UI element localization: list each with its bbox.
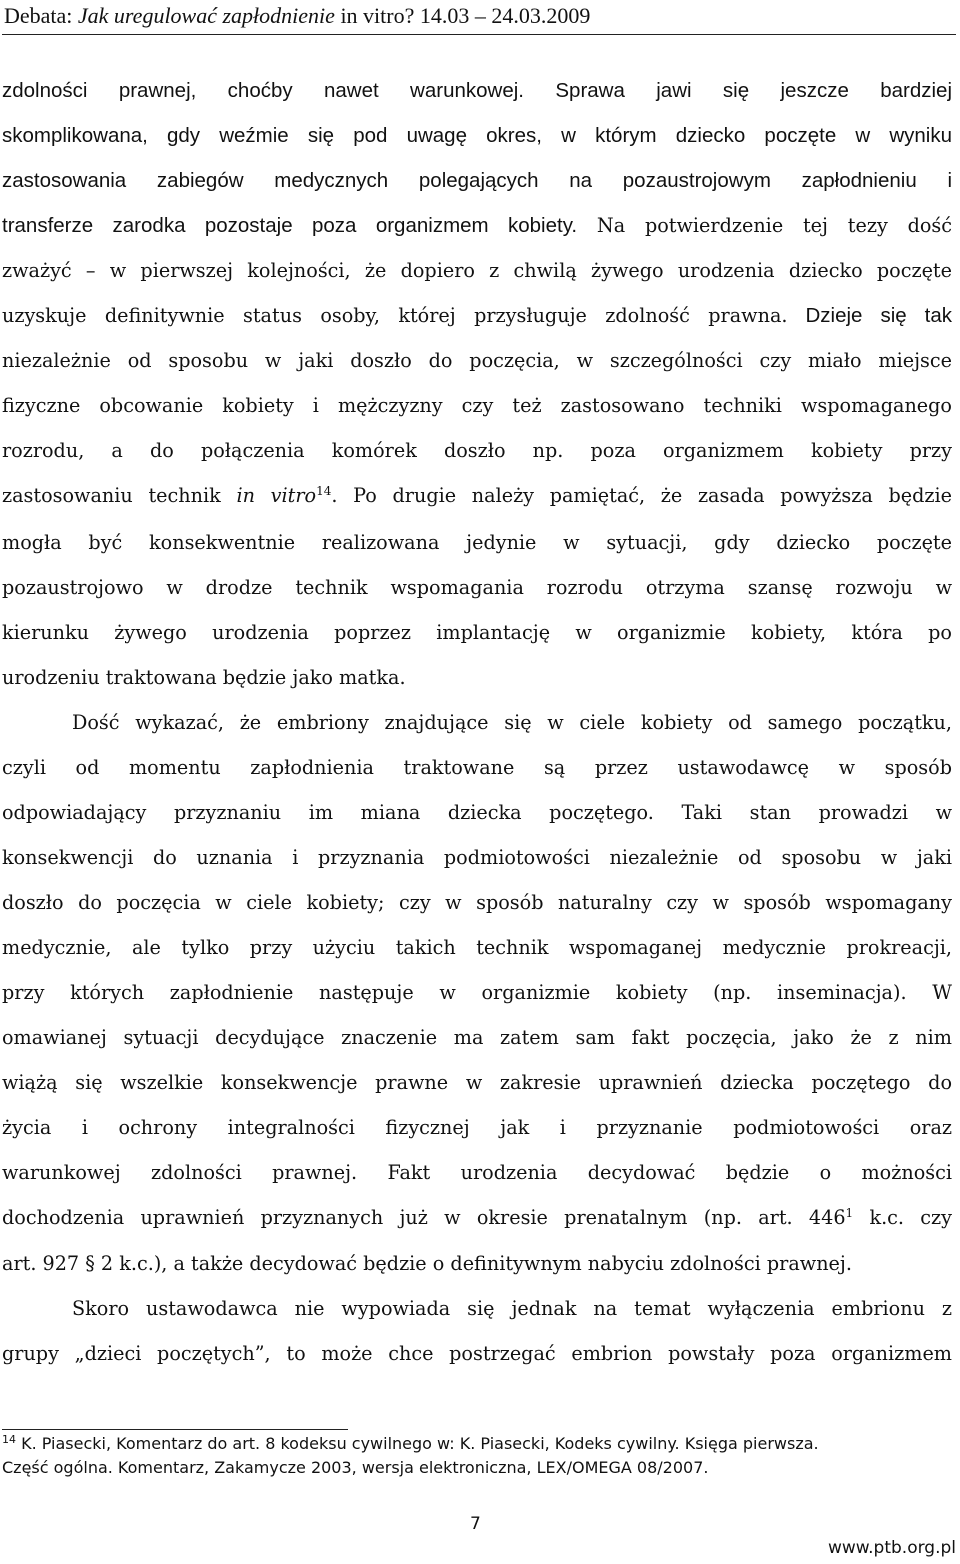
text-line: art. 927 § 2 k.c.), a także decydować będzie o definitywnym nabyciu zdolności prawnej. [2, 1252, 852, 1275]
footnote-number: 14 [2, 1433, 16, 1446]
footnote-ref: 14 [316, 484, 332, 498]
running-header [4, 2, 956, 30]
text-line: omawianej sytuacji decydujące znaczenie ma zatem sam fakt poczęcia, jako że z nim [2, 1026, 952, 1049]
text-line: życia i ochrony integralności fizycznej jak i przyznanie podmiotowości oraz [2, 1116, 952, 1139]
superscript: 1 [845, 1206, 854, 1220]
footnote-divider [2, 1429, 348, 1430]
text-line: transferze zarodka pozostaje poza organizmem kobiety. Na potwierdzenie tej tezy dość [2, 214, 952, 237]
header-prefix: Debata: [4, 3, 78, 28]
site-url: www.ptb.org.pl [827, 1538, 956, 1558]
text-line: czyli od momentu zapłodnienia traktowane są przez ustawodawcę w sposób [2, 756, 952, 779]
text-line: rozrodu, a do połączenia komórek doszło np. poza organizmem kobiety przy [2, 439, 952, 462]
text-line: warunkowej zdolności prawnej. Fakt urodzenia decydować będzie o możności [2, 1161, 952, 1184]
paragraph-start: Skoro ustawodawca nie wypowiada się jednak na temat wyłączenia embrionu z [72, 1297, 952, 1320]
in-vitro-italic: in vitro [236, 484, 317, 507]
text-line: fizyczne obcowanie kobiety i mężczyzny czy też zastosowano techniki wspomaganego [2, 394, 952, 417]
header-suffix: in vitro? 14.03 – 24.03.2009 [334, 3, 591, 28]
header-divider [2, 34, 956, 35]
text-line: niezależnie od sposobu w jaki doszło do poczęcia, w szczególności czy miało miejsce [2, 349, 952, 372]
text-line: odpowiadający przyznaniu im miana dziecka poczętego. Taki stan prowadzi w [2, 801, 952, 824]
footnote-continuation: Część ogólna. Komentarz, Zakamycze 2003, wersja elektroniczna, LEX/OMEGA 08/2007. [2, 1458, 709, 1477]
text-line: pozaustrojowo w drodze technik wspomagania rozrodu otrzyma szansę rozwoju w [2, 576, 952, 599]
text-line: dochodzenia uprawnień przyznanych już w okresie prenatalnym (np. art. $446^1$ k.c. czy [2, 1206, 952, 1229]
text-line: konsekwencji do uznania i przyznania podmiotowości niezależnie od sposobu w jaki [2, 846, 952, 869]
text-line: przy których zapłodnienie następuje w organizmie kobiety (np. inseminacja). W [2, 981, 952, 1004]
header-title: Jak uregulować zapłodnienie [77, 3, 335, 28]
page-number: 7 [470, 1514, 481, 1534]
text-line: grupy „dzieci poczętych”, to może chce postrzegać embrion powstały poza organizmem [2, 1342, 952, 1365]
footnote: $^{14}$ K. Piasecki, Komentarz do art. 8 kodeksu cywilnego w: K. Piasecki, Kodeks cywilny. Księga pierwsza. [2, 1433, 819, 1453]
paragraph-start: Dość wykazać, że embriony znajdujące się w ciele kobiety od samego początku, [72, 711, 952, 734]
text-line: zastosowania zabiegów medycznych polegających na pozaustrojowym zapłodnieniu i [2, 169, 952, 192]
text-line: uzyskuje definitywnie status osoby, której przysługuje zdolność prawna. Dzieje się tak [2, 304, 952, 327]
text-line: kierunku żywego urodzenia poprzez implantację w organizmie kobiety, która po [2, 621, 952, 644]
text-line: urodzeniu traktowana będzie jako matka. [2, 666, 406, 689]
text-line: zdolności prawnej, choćby nawet warunkowej. Sprawa jawi się jeszcze bardziej [2, 79, 952, 102]
text-line: medycznie, ale tylko przy użyciu takich technik wspomaganej medycznie prokreacji, [2, 936, 952, 959]
text-line: wiążą się wszelkie konsekwencje prawne w zakresie uprawnień dziecka poczętego do [2, 1071, 952, 1094]
text-line: doszło do poczęcia w ciele kobiety; czy w sposób naturalny czy w sposób wspomagany [2, 891, 952, 914]
text-line: mogła być konsekwentnie realizowana jedynie w sytuacji, gdy dziecko poczęte [2, 531, 952, 554]
text-line: zważyć – w pierwszej kolejności, że dopiero z chwilą żywego urodzenia dziecko poczęte [2, 259, 952, 282]
text-line: zastosowaniu technik in vitro$^{14}$. Po drugie należy pamiętać, że zasada powyższa będzie [2, 484, 953, 507]
text-line: skomplikowana, gdy weźmie się pod uwagę okres, w którym dziecko poczęte w wyniku [2, 124, 952, 147]
